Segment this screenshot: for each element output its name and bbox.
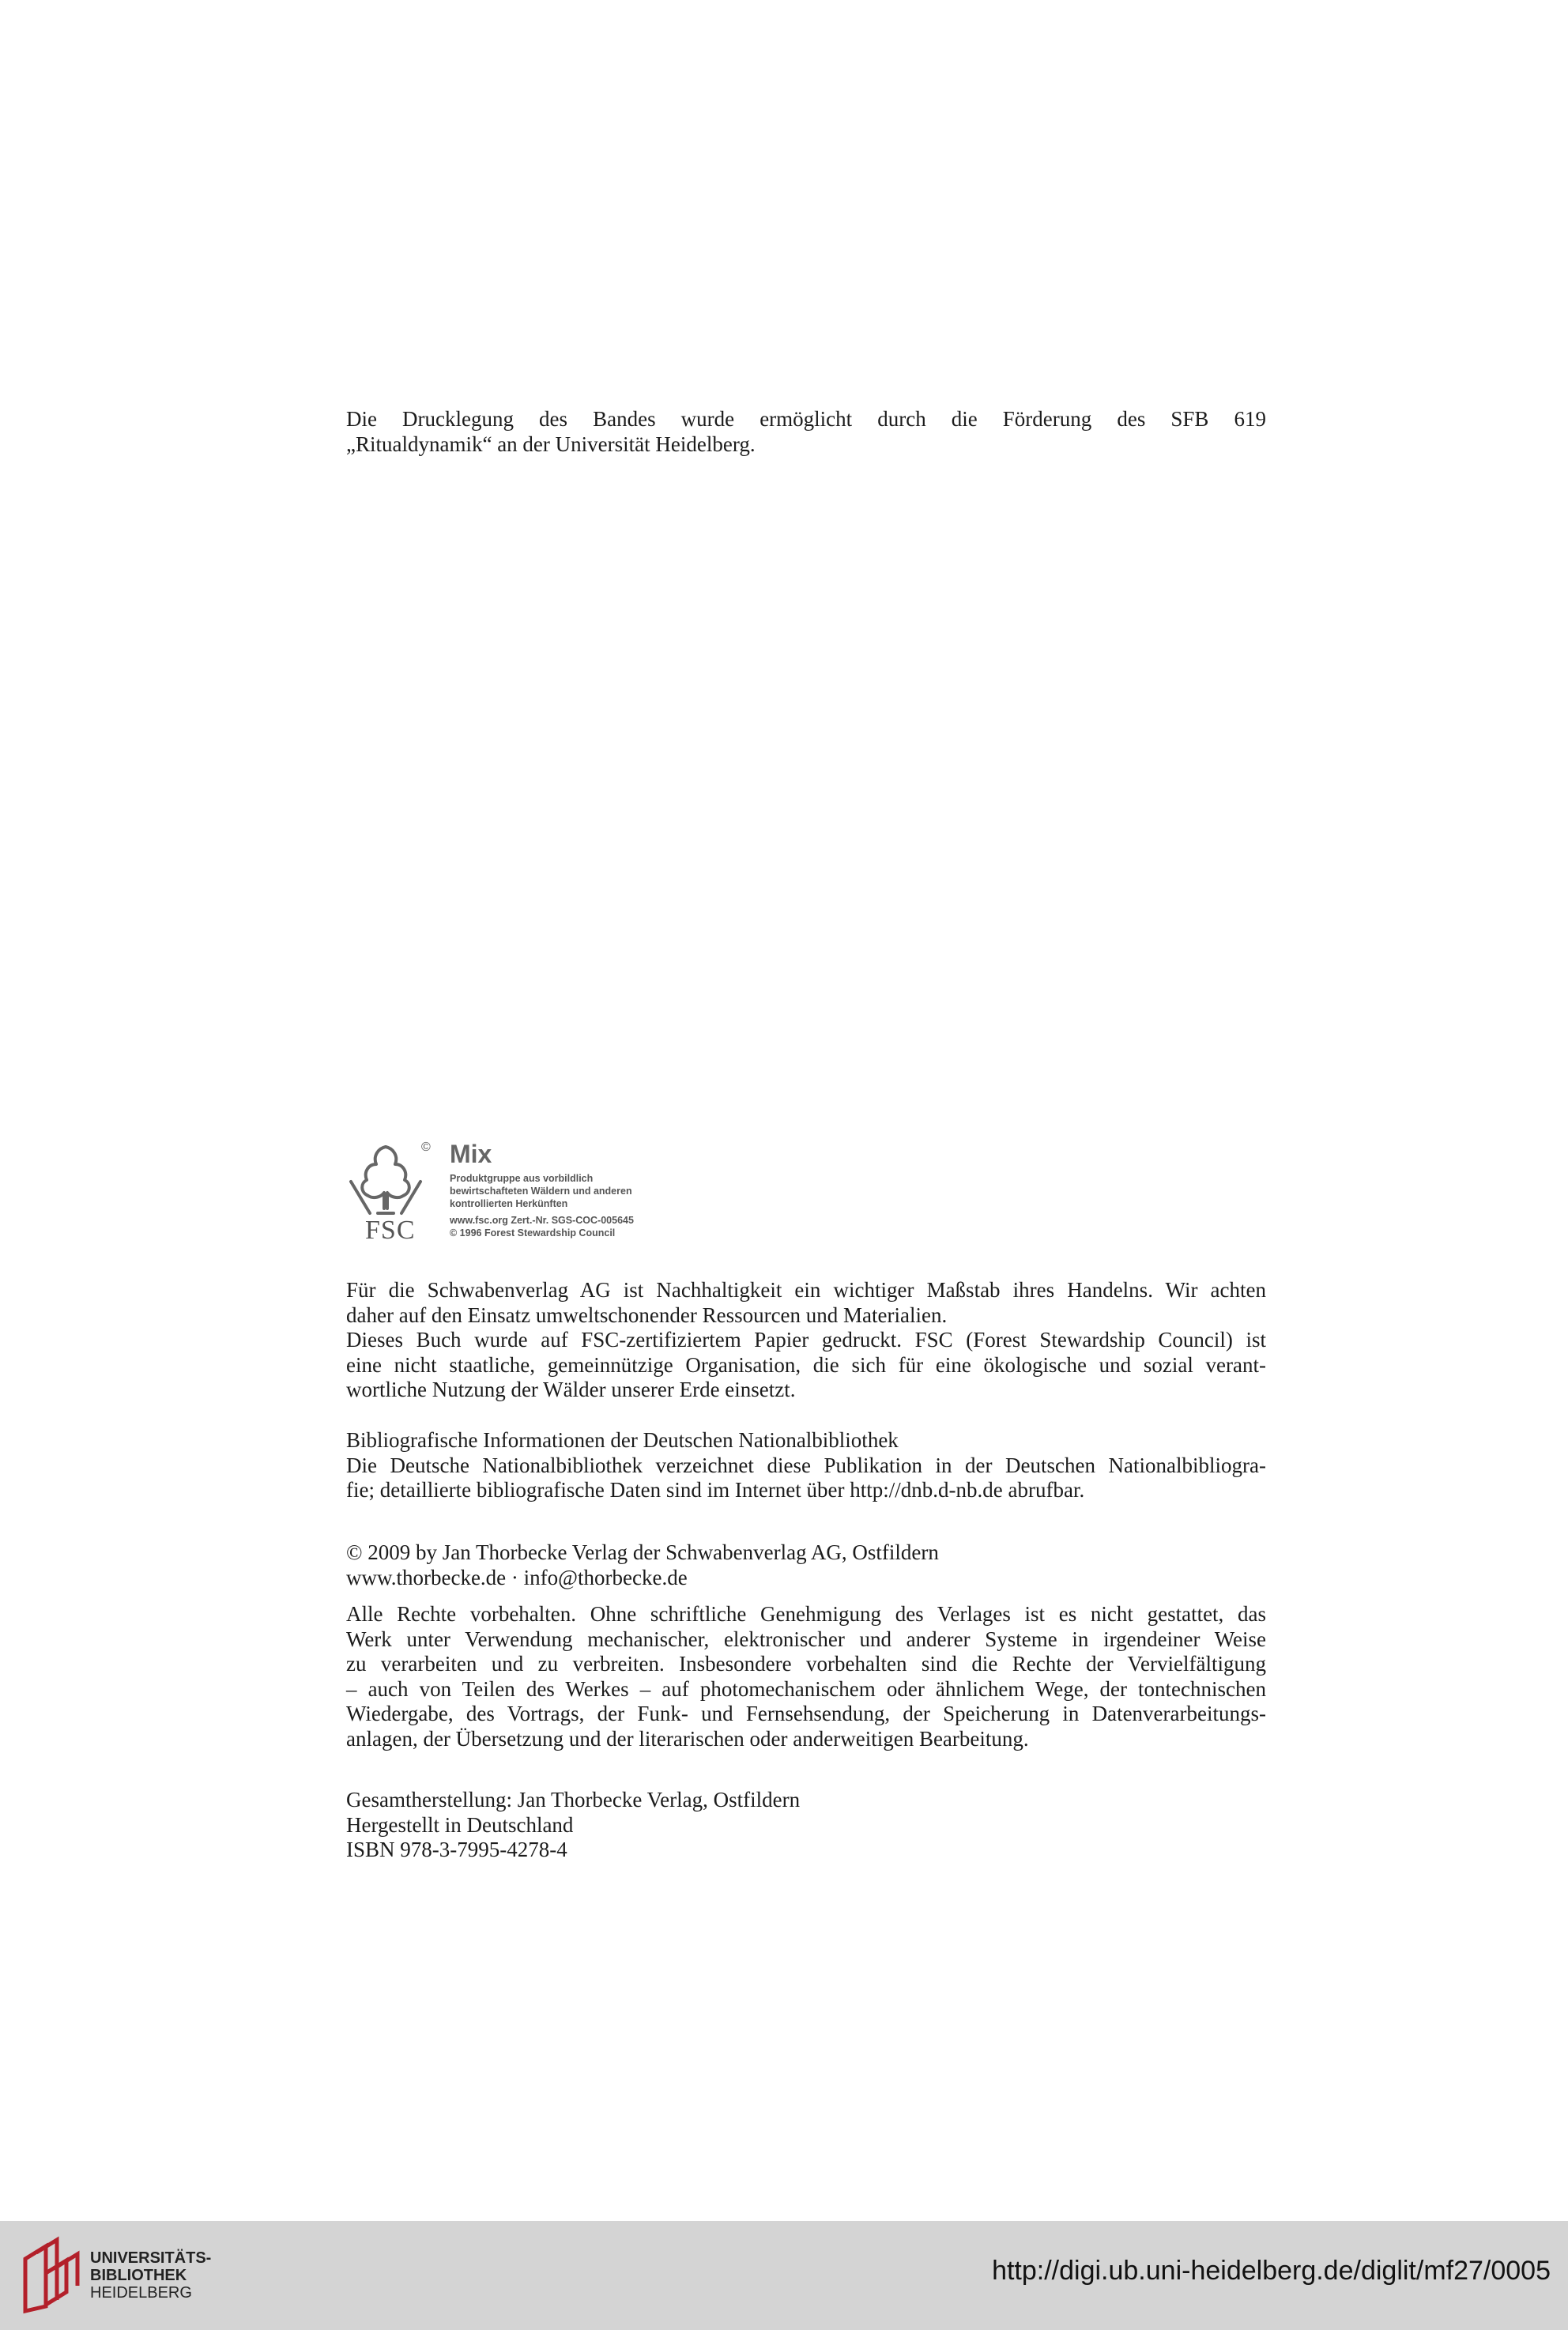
copyright-line-1: © 2009 by Jan Thorbecke Verlag der Schwabenverlag AG, Ostfildern bbox=[346, 1540, 939, 1564]
rights-notice bbox=[346, 1602, 1266, 1751]
fsc-desc-line-1: Produktgruppe aus vorbildlich bbox=[450, 1173, 594, 1184]
fsc-description bbox=[450, 1172, 632, 1210]
library-logo-icon bbox=[19, 2235, 84, 2314]
sustainability-note bbox=[346, 1278, 1266, 1403]
funding-line-2: „Ritualdynamik“ an der Universität Heidelberg. bbox=[346, 432, 756, 456]
fsc-cert-line-2: © 1996 Forest Stewardship Council bbox=[450, 1227, 616, 1239]
funding-note bbox=[346, 407, 1266, 457]
eco-line-1: Für die Schwabenverlag AG ist Nachhaltigkeit ein wichtiger Maßstab ihres Handelns. Wir achten bbox=[346, 1278, 1266, 1302]
eco-line-2: daher auf den Einsatz umweltschonender Ressourcen und Materialien. bbox=[346, 1303, 948, 1327]
production-line-1: Gesamtherstellung: Jan Thorbecke Verlag, Ostfildern bbox=[346, 1788, 801, 1812]
permalink-url[interactable]: http://digi.ub.uni-heidelberg.de/diglit/mf27/0005 bbox=[992, 2256, 1551, 2286]
library-name-line-1: UNIVERSITÄTS- bbox=[90, 2249, 212, 2267]
biblio-line-2: Die Deutsche Nationalbibliothek verzeichnet diese Publikation in der Deutschen Nationalbibliogra- bbox=[346, 1453, 1266, 1477]
copyright-note bbox=[346, 1540, 1266, 1590]
fsc-brand: FSC bbox=[365, 1216, 416, 1245]
fsc-desc-line-3: kontrollierten Herkünften bbox=[450, 1198, 568, 1209]
production-line-2: Hergestellt in Deutschland bbox=[346, 1812, 574, 1837]
fsc-cert-line-1: www.fsc.org Zert.-Nr. SGS-COC-005645 bbox=[450, 1215, 634, 1226]
rights-line-3: zu verarbeiten und zu verbreiten. Insbesondere vorbehalten sind die Rechte der Vervielfältigung bbox=[346, 1652, 1266, 1676]
library-name-line-2: BIBLIOTHEK bbox=[90, 2267, 187, 2284]
rights-line-4: – auch von Teilen des Werkes – auf photomechanischem oder ähnlichem Wege, der tontechnischen bbox=[346, 1676, 1266, 1701]
fsc-copyright-mark: © bbox=[421, 1140, 431, 1154]
rights-line-2: Werk unter Verwendung mechanischer, elektronischer und anderer Systeme in irgendeiner Weise bbox=[346, 1627, 1266, 1651]
eco-line-4: eine nicht staatliche, gemeinnützige Organisation, die sich für eine ökologische und sozial verant- bbox=[346, 1352, 1266, 1377]
rights-line-1: Alle Rechte vorbehalten. Ohne schriftliche Genehmigung des Verlages ist es nicht gestattet, das bbox=[346, 1602, 1266, 1626]
library-name bbox=[90, 2249, 211, 2302]
funding-line-1: Die Drucklegung des Bandes wurde ermöglicht durch die Förderung des SFB 619 bbox=[346, 407, 1266, 431]
biblio-line-3: fie; detaillierte bibliografische Daten sind im Internet über http://dnb.d-nb.de abrufbar. bbox=[346, 1478, 1085, 1502]
rights-line-6: anlagen, der Übersetzung und der literarischen oder anderweitigen Bearbeitung. bbox=[346, 1726, 1029, 1751]
eco-line-5: wortliche Nutzung der Wälder unserer Erde einsetzt. bbox=[346, 1378, 796, 1401]
eco-line-3: Dieses Buch wurde auf FSC-zertifiziertem Papier gedruckt. FSC (Forest Stewardship Council) ist bbox=[346, 1328, 1266, 1352]
fsc-logo bbox=[346, 1140, 678, 1247]
publisher-contact: www.thorbecke.de · info@thorbecke.de bbox=[346, 1565, 688, 1589]
digitization-footer bbox=[0, 2221, 1568, 2330]
isbn: ISBN 978-3-7995-4278-4 bbox=[346, 1838, 567, 1861]
fsc-desc-line-2: bewirtschafteten Wäldern und anderen bbox=[450, 1186, 632, 1197]
fsc-certificate bbox=[450, 1214, 634, 1239]
bibliographic-info bbox=[346, 1428, 1266, 1503]
production-info bbox=[346, 1788, 1266, 1863]
library-name-line-3: HEIDELBERG bbox=[90, 2284, 192, 2302]
biblio-heading: Bibliografische Informationen der Deutschen Nationalbibliothek bbox=[346, 1428, 899, 1452]
fsc-mix-label: Mix bbox=[450, 1140, 492, 1168]
rights-line-5: Wiedergabe, des Vortrags, der Funk- und Fernsehsendung, der Speicherung in Datenverarbeitungs- bbox=[346, 1702, 1266, 1725]
